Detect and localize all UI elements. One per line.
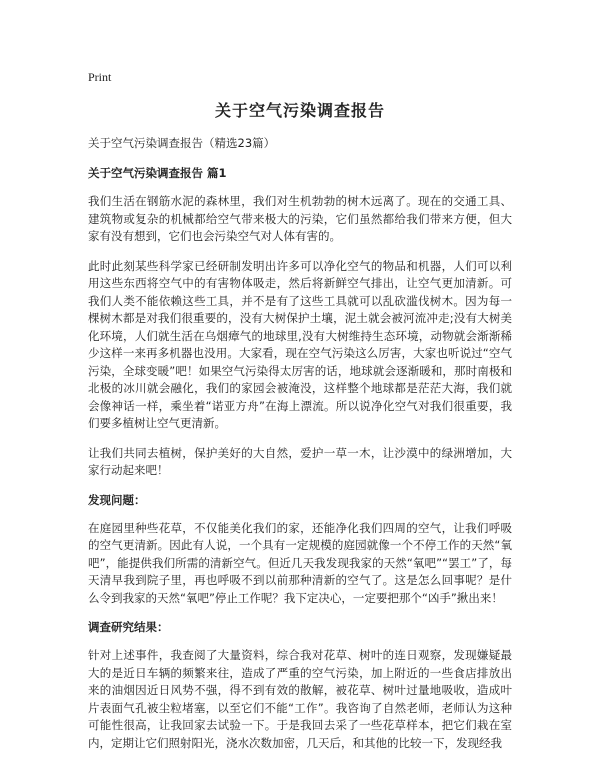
- document-subtitle: 关于空气污染调查报告（精选23篇）: [88, 136, 276, 150]
- problem-heading: 发现问题：: [88, 492, 146, 507]
- results-heading: 调查研究结果：: [88, 620, 169, 634]
- paragraph: 让我们共同去植树，保护美好的大自然，爱护一草一木，让沙漠中的绿洲增加，大家行动起来吧！: [88, 445, 512, 477]
- paragraph: 此时此刻某些科学家已经研制发明出许多可以净化空气的物品和机器，人们可以利用这些东西将空气中的有害物体吸走，然后将新鲜空气排出，让空气更加清新。可我们人类不能依赖这些工具，并不是有了这些工具就可以乱砍滥伐树木。因为每一棵树木都是对我们很重要的，没有大树保护土壤，泥土就会被河流冲走;没有大树美化环境，人们就生活在乌烟瘴气的地球里,没有大树维持生态环境，动物就会渐渐稀少这样一来再多机器也没用。大家看，现在空气污染这么厉害，大家也听说过“空气污染，全球变暖”吧！如果空气污染得太厉害的话，地球就会逐渐暖和，那时南极和北极的冰川就会融化，我们的家园会被淹没，这样整个地球都是茫茫大海，我们就会像神话一样，乘坐着“诺亚方舟”在海上漂流。所以说净化空气对我们很重要，我们要多植树让空气更清新。: [88, 258, 512, 430]
- document-body: [88, 94, 512, 752]
- print-link[interactable]: Print: [88, 70, 112, 84]
- document-title: 关于空气污染调查报告: [214, 101, 385, 120]
- paragraph: 我们生活在钢筋水泥的森林里，我们对生机勃勃的树木远离了。现在的交通工具、建筑物或复杂的机械都给空气带来极大的污染，它们虽然都给我们带来方便，但大家有没有想到，它们也会污染空气对人体有害的。: [88, 194, 512, 243]
- results-paragraph: 针对上述事件，我查阅了大量资料，综合我对花草、树叶的连日观察，发现嫌疑最大的是近日车辆的频繁来往，造成了严重的空气污染，加上附近的一些食店排放出来的油烟因近日风势不强，得不到有效的散解，被花草、树叶过量地吸收，造成叶片表面气孔被尘粒堵塞，以至它们不能“工作”。我咨询了自然老师，老师认为这种可能性很高，让我回家去试验一下。于是我回去采了一些花草样本，把它们栽在室内，定期让它们照射阳光，浇水次数加密，几天后，和其他的比较一下，发现经我: [88, 648, 512, 750]
- problem-paragraph: 在庭园里种些花草，不仅能美化我们的家，还能净化我们四周的空气，让我们呼吸的空气更清新。因此有人说，一个具有一定规模的庭园就像一个不停工作的天然“氧吧”，能提供我们所需的清新空气。但近几天我发现我家的天然“氧吧”“罢工”了，每天清早我到院子里，再也呼吸不到以前那种清新的空气了。这是怎么回事呢？是什么令到我家的天然“氧吧”停止工作呢？我下定决心，一定要把那个“凶手”揪出来！: [88, 520, 512, 605]
- article-heading: 关于空气污染调查报告 篇1: [88, 166, 227, 180]
